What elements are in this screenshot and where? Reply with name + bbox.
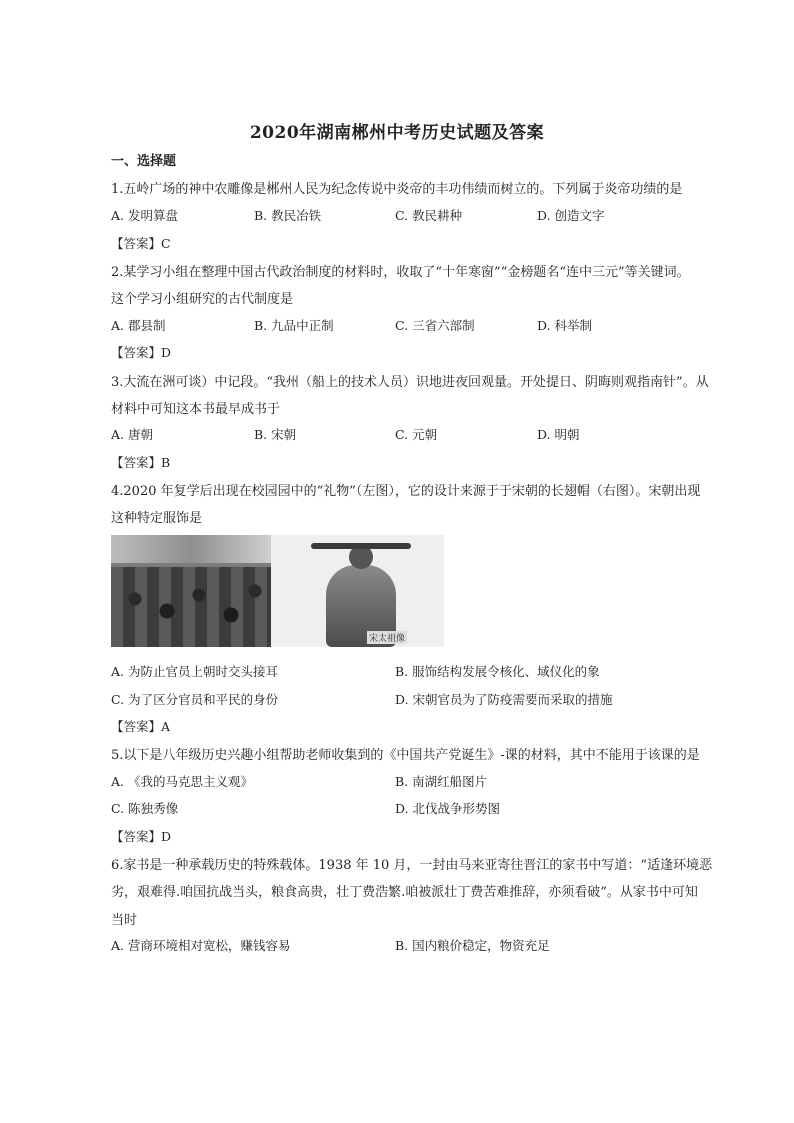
q5-option-b: B. 南湖红船图片 xyxy=(395,774,488,789)
q3-option-d: D. 明朝 xyxy=(537,427,580,442)
question-6-text-line2: 劣，艰难得.咱国抗战当头，粮食高贵，壮丁费浩繁.咱被派壮丁费苦难推辞，亦须看破”。从家书中可知 xyxy=(111,885,698,900)
question-4-text-line1: 4.2020 年复学后出现在校园园中的“礼物”（左图），它的设计来源于于宋朝的长翅帽（右图）。宋朝出现 xyxy=(111,484,701,499)
q2-option-a: A. 郡县制 xyxy=(111,318,166,333)
q2-answer: 【答案】D xyxy=(111,345,172,360)
q2-option-c: C. 三省六部制 xyxy=(395,318,475,333)
q4-option-c: C. 为了区分官员和平民的身份 xyxy=(111,692,279,707)
question-3-text-line2: 材料中可知这本书最早成书于 xyxy=(111,402,281,417)
q1-option-c: C. 教民耕种 xyxy=(395,208,463,223)
q3-option-a: A. 唐朝 xyxy=(111,427,153,442)
q4-answer: 【答案】A xyxy=(111,719,171,734)
q5-answer: 【答案】D xyxy=(111,829,172,844)
q1-option-d: D. 创造文字 xyxy=(537,208,605,223)
document-title: 2020年湖南郴州中考历史试题及答案 xyxy=(249,123,545,143)
q2-option-b: B. 九品中正制 xyxy=(254,318,334,333)
q1-option-a: A. 发明算盘 xyxy=(111,208,178,223)
question-5-text: 5.以下是八年级历史兴趣小组帮助老师收集到的《中国共产党诞生》-课的材料，其中不能用于该课的是 xyxy=(111,748,700,763)
portrait-caption: 宋太祖像 xyxy=(367,631,407,644)
question-4-text-line2: 这种特定服饰是 xyxy=(111,511,203,526)
q4-option-d: D. 宋朝官员为了防疫需要而采取的措施 xyxy=(395,692,613,707)
q2-option-d: D. 科举制 xyxy=(537,318,593,333)
q1-answer: 【答案】C xyxy=(111,236,171,251)
q1-option-b: B. 教民冶铁 xyxy=(254,208,322,223)
q6-option-a: A. 营商环境相对宽松，赚钱容易 xyxy=(111,938,291,953)
q5-option-a: A. 《我的马克思主义观》 xyxy=(111,774,253,789)
q3-option-c: C. 元朝 xyxy=(395,427,438,442)
question-3-text-line1: 3.大流在洲可谈）中记段。“我州（船上的技术人员）识地进夜回观量。开处提日、阴晦则观指南针”。从 xyxy=(111,375,709,390)
q4-option-b: B. 服饰结构发展令核化、域仪化的象 xyxy=(395,664,600,679)
question-6-text-line3: 当时 xyxy=(111,913,138,928)
q6-option-b: B. 国内粮价稳定，物资充足 xyxy=(395,938,550,953)
song-emperor-portrait xyxy=(271,535,444,647)
question-2-text-line2: 这个学习小组研究的古代制度是 xyxy=(111,292,294,307)
section-heading: 一、选择题 xyxy=(111,154,177,169)
question-1-text: 1.五岭广场的神中农雕像是郴州人民为纪念传说中炎帝的丰功伟绩而树立的。下列属于炎帝功绩的是 xyxy=(111,182,683,197)
q5-option-c: C. 陈独秀像 xyxy=(111,801,179,816)
question-6-text-line1: 6.家书是一种承载历史的特殊载体。1938 年 10 月，一封由马来亚寄往晋江的家书中写道：“适逢环境恶 xyxy=(111,858,713,873)
question-4-figure xyxy=(111,535,444,647)
q3-option-b: B. 宋朝 xyxy=(254,427,297,442)
q5-option-d: D. 北伐战争形势图 xyxy=(395,801,501,816)
q3-answer: 【答案】B xyxy=(111,455,171,470)
q4-option-a: A. 为防止官员上朝时交头接耳 xyxy=(111,664,278,679)
question-2-text-line1: 2.某学习小组在整理中国古代政治制度的材料时，收取了“十年寒窗”“金榜题名“连中三元”等关键词。 xyxy=(111,265,690,280)
classroom-photo xyxy=(111,535,271,647)
